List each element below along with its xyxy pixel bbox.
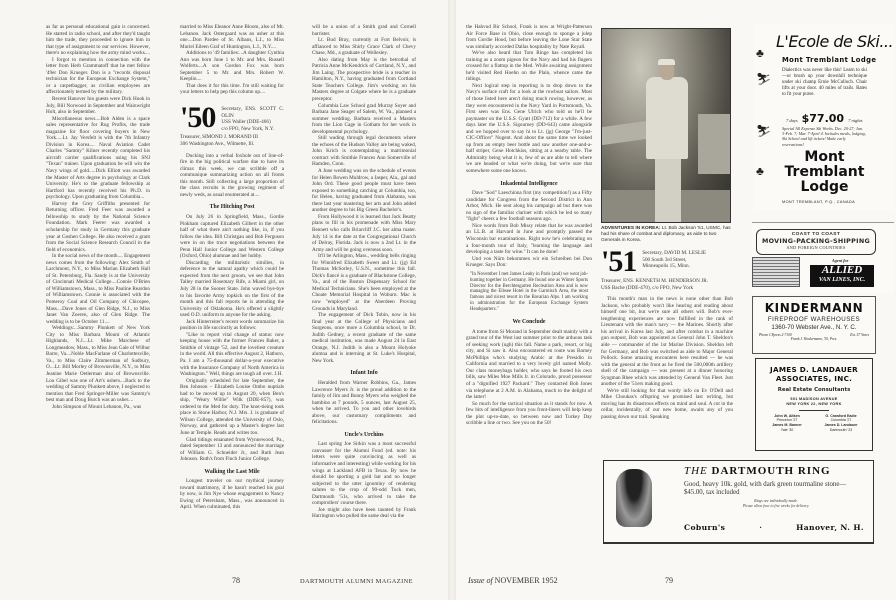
section-heading: Inkadental Intelligence <box>500 180 558 187</box>
page-number-right: 79 <box>665 576 673 585</box>
ad-body: Dialectics was never like this! Learn to ski—or brush up your downhill technique under ski champ Ernie McCulloch. Chair lifts at your door. 40 miles of trails. Rates to fit your purse. <box>782 68 867 97</box>
section-heading: Infant Info <box>350 370 378 377</box>
paragraph: Additions to '49 families:...A daughter Cynthia Ann was born June 1 to Mr. and Mrs. Russell Wolferts....A son Gordon Fox was born September 5 to Mr. and Mrs. Robert W. Keeplin.... <box>180 50 284 83</box>
paragraph: Recent Hanover Inn guests were Dick Hook in July, Bill Norwood in September and Wainwright Holt, also in September. <box>46 96 150 116</box>
issue-date: Issue of NOVEMBER 1952 <box>468 576 558 585</box>
ad-dartmouth-ring <box>603 460 874 544</box>
established: Est. 57 Years <box>850 333 869 337</box>
agent-label: Agent for <box>832 258 849 263</box>
paragraph: Lt. Bud Bray, currently at Fort Belvoir, is affianced to Miss Shirly Grace Clark of Chevy Chase, Md., a graduate of Wellesley. <box>312 37 416 57</box>
paragraph: Harvey the Grey Griffiths presented for Returning officer. Fred Feer was awarded a fellowship to study by the National Science Foundation. Mark Feerer was awarded a scholarship for study in Germany this graduate year at Goshen College. He also received a grant from the Social Science Research Council in the field of economics. <box>46 200 150 253</box>
partner: John W. Aitken Princeton '27 <box>774 413 800 422</box>
price: $77.00 <box>801 112 845 125</box>
ad-maker: Coburn's · Hanover, N. H. <box>684 523 864 532</box>
paragraph: Last spring Joe Sirkin was a most successful canvasser for the Alumni Fund (ed. note: his letters were quite convincing as well as informative and interesting) while working for his wings at Lackland AFB in Texas. By now he should be sporting a gold bar and no longer subjected to the utter ignominy of rendering salutes to the crop of 90-odd Tuck men, Dartmouth '51s, who arrived to take the comptrollers' course there. <box>312 441 417 507</box>
class-year: '50 <box>180 101 216 135</box>
paragraph: That does it for this time. I'm still waiting for your letters to help pep this column up.... <box>180 82 284 96</box>
section-heading: Walking the Last Mile <box>204 468 260 475</box>
treasurer-name: Treasurer, ENS. KENNETH M. HENDERSON JR. <box>601 278 708 284</box>
class-secretary <box>642 248 706 270</box>
paragraph: Jack Hinterreiter's recent words summarize his position in life succinctly as follows: <box>180 318 284 332</box>
ring-icon <box>616 469 652 527</box>
paragraph: Glad tidings emanated from Wynnewood, Pa., dated September 13 and announced the marriage of William G. Schneider Jr., and Ruth Jean Johnson. Ruth's from Finch Junior College. <box>180 436 284 463</box>
president: Frank J. Kindermann, '30, Pres. <box>790 337 838 341</box>
class-header-1951 <box>601 245 733 278</box>
column-5 <box>601 246 733 421</box>
paragraph: We're still looking for that wordy info on Ev O'Dell and Mike Choukas's offspring we promised last writing, but moving has its disastrous effects on mind and soul. A cot in the cellar, incidentally, of our new home, awaits any of you passing down our trail. Speaking <box>601 387 733 421</box>
column-4 <box>466 24 592 427</box>
paragraph: Columbia Law School grad Murray Soyer and Barbara Jane Seager of Salem, W. Va., planned a summer wedding. Barbara received a Masters from the Lion Cage in Gotham for her work in developmental psychology. <box>312 102 416 135</box>
paragraph: From Hollywood it is learned that Jack Beatty plans to fill in his promenade with Miss Mary Bennett who calls Briarcliff J.C. her alma mater. July 14 is the date at the Congregational Church of Delray, Florida. Jack is now a 2nd Lt. in the Army and will be going overseas soon. <box>312 213 416 253</box>
paragraph: married to Miss Eleanor Anne Bloom, also of Mt. Lebanon. Jack Ostergaard was an usher at this one....Don Pardee of St. Albans, L.I., to Miss Muriel Eileen Graf of Huntington, L.I., N.Y.... <box>180 24 284 50</box>
paragraph: This month's man in the news is none other than Bob Jackson, who probably won't like hearing and reading about himself one bit, but we're sure all others will. Bob's ever-lengthening experiences are now fulfilled in the rank of Lieutenant with the man's navy — the Marines. Shortly after his arrival in Korea last July, and after combat in a machine gun outpost, Bob was appointed as General John T. Sheldon's aide — commander of the 1st Marine Division. Sheldon left for Germany, and Bob was switched as aide to Major General Pollock. Some amazing encounters here resulted — he was with the general at the front as he fired the 500,000th artillery shell of the campaign — was present at a dinner honoring Syngman Rhee which was attended by General Van Fleet. Just another of the '51ers making good. <box>601 296 733 388</box>
secretary-address: Minneapolis 15, Minn. <box>642 263 690 270</box>
paragraph: Discarding the militaristic similies, in deference to the natural apathy which could be expected from the next groom, we see that John Talley married Rosemary Rife, a Miami girl, on July 28 in the Sooner State. John waved bye-bye to his favorite Army topkick on the first of the month and this fall reports he is attending the University of Oklahoma. He's offered a slightly used O.D. uniform to anyone for the asking. <box>180 259 284 319</box>
paragraph: Ducking into a verbal foxhole out of line-of-fire in the big political warfare due to have its climax this week, we can scribble off a communique summarizing action on all fronts this month. Still collecting a large proportion of the class recruits is the growing regiment of newly weds, as usual enumerated at.... <box>180 152 284 198</box>
ad-title: L'Ecole de Ski... <box>776 32 894 51</box>
treasurer-address: 306 Washington Ave., Wilmette, Ill. <box>180 140 255 147</box>
tree-icon: ♣ <box>756 164 764 178</box>
phone: Phone CYpress 2-7100 <box>759 333 792 337</box>
paragraph: I forgot to mention in connection with the letter from Herb Grammatoff that he met fellow '49er Don Krueger. Don is a "records disposal technician for the European Exchange System," or a carpetbagger, as civilian employees are affectionately termed by the military. <box>46 56 150 96</box>
paragraph: will be a union of a Smith grad and Cornell barrister. <box>312 24 416 37</box>
treasurer-address: USS Bache (DDE-470), c/o FPO, New York <box>601 284 694 291</box>
section-heading: The Hitching Post <box>209 204 255 211</box>
price-prefix: 7 days <box>786 118 798 123</box>
building-icon <box>752 257 800 287</box>
ad-landauer <box>755 358 873 451</box>
ad-special: Special All Expense Ski Weeks. Dec. 20-27; Jan. 3-Feb. 7; Mar. 7-April 4. Includes meals, lodging, Ski School and lift tickets! Make early reservations! <box>782 126 866 147</box>
ad-description: Good, heavy 10k. gold, with dark green tourmaline stone—$45.00, tax included <box>684 481 847 497</box>
class-secretary <box>221 104 284 132</box>
page-number-left: 78 <box>232 576 240 585</box>
class-header-1950 <box>180 101 284 135</box>
page-gutter <box>448 0 456 600</box>
paragraph: A tome from Si Morand in September dealt mainly with a grand tour of the West last summer prior to the arduous task of seeking work (ugh) this fall. Name a park, resort, or big city, and Si saw it. Also encountered en route was Barney McPhillips who's studying Arabic at the Presidio in California and married to a very lovely girl named Molly. Our class moneybags holder, who says he footed his own bills, saw Miles Moe Mills Jr. in Colorado, proud possessor of a "dignified 1927 Packard." They contacted Bob Jones via telephone at 2 A.M. in Alabama, much to the delight of the latter! <box>466 328 592 401</box>
ad-title: JAMES D. LANDAUER ASSOCIATES, INC. <box>769 365 859 383</box>
section-heading: We Conclude <box>512 319 546 326</box>
caption-lead: ADVENTURES IN KOREA: <box>601 226 661 231</box>
ad-allied-van-lines <box>752 222 894 294</box>
class-year: '51 <box>601 245 637 278</box>
paragraph: Nice words from Bob Missy relate that he was awarded an LL.B. at Harvard in June and promptly passed the Wisconsin bar examinations. Right now he's celebrating on a four-month tour of Italy, "learning the language and developing a taste for wine." It can be done! <box>466 222 592 256</box>
secretary-address: 500 South 3rd Street, <box>642 256 687 263</box>
paragraph: Next logical step in reporting is to drop down to the Navy's surface craft for a look at the rowboat sailors. Most of those listed here aren't doing much rowing, however, as they were encountered in the Navy Yard in Portsmouth, Va. First seen was Ens. Gene Ulrich who told us he'll be paymaster on the U.S.S. Gyatt (DD-712) for a while. A few days later the U.S.S. Sigourney (DD-643) came alongside and we hopped over to say hi to Lt. (jg) George "I'm-just-CIC-Officer" Nugent. And about the same time we looked up from an empty beer bottle and saw another one-and-a-half striper, Gene Hotchkiss, sitting at a nearby table. The Admiralty being what it is, few of us are able to tell where we are headed or what we're doing, but we're sure that somewhere some one knows. <box>466 82 592 175</box>
column-1 <box>46 24 150 410</box>
ad-title: KINDERMANN <box>764 301 864 315</box>
partner: James M. Banner Yale '30 <box>772 423 802 432</box>
paragraph: We've also heard that Tom Ringe has completed his training as a zoom pigeon for the Navy and had his fingers crossed for a flattop in the Med. While awaiting assignment he'd visited Red Hoehn on the Plain, whence came the tidings. <box>466 50 592 83</box>
treasurer-name: Treasurer, SIMOND J. MORAND III <box>180 134 258 141</box>
secretary-name: Secretary, ENS. SCOTT C. OLIN <box>221 106 284 119</box>
skier-icon: ⛷ <box>756 72 772 86</box>
paragraph: It'll be Arlington, Mass., wedding bells ringing for Winnifred Elizabeth Sweet and Lt. (jg) Ed Thomas McSorley, U.S.N., sometime this fall. Dick's fiancé is a graduate of Blackstone College, Va., and of the Boston Dispensary School for Medical Technicians. She's been employed at the Choate Memorial Hospital in Woburn. Mac is now "employed" at the Aberdeen Proving Grounds in Maryland. <box>312 253 416 312</box>
paragraph: Weddings:...Sammy Plunkett of New York City to Miss Barbara Mount of Atlantic Highlands, N.J....Lt. Mike Marchese of Longmeadow, Mass., to Miss Jean Gale of Wilbur Barre, Va....Noble MacFarlane of Charlottesville, Va., to Miss Claire Zimmerman of Sudbury, O....Lt. Bill Morley of Brownsville, N.Y., to Miss Jeanine Marie Oetlerman also of Brownsville. Lou Gibel was one of Art's ushers....Back to the wedding of Sammy Plunkett above, I neglected to mention that Fred Springer-Miller was Sammy's best man and Doug Burch was an usher.... <box>46 325 150 404</box>
paragraph: A June wedding was on the schedule of events for Helen Bowen Muldrow, a Jasper, Ala., gal and John Ord. These good people must have been exposed to something catching at Columbia, too, for Helen, having graduated from Alabama, was there last year mastering her arts and John added another degree to his Big Green Bachelor's. <box>312 168 416 214</box>
paragraph: Und von Nürn bekommen wir ein Schreiben bei Don Krueger. Says Don: <box>466 255 592 269</box>
paragraph: John Simpson of Mount Lebanon, Pa., was <box>52 403 142 410</box>
magazine-name: DARTMOUTH ALUMNI MAGAZINE <box>300 578 413 585</box>
photo-bob-jackson <box>601 28 731 223</box>
paragraph: Still wading through legal documents where the echoes of the Hudson Valley are being waked, John Krich is contemplating a matrimonial contract with Smithie Frances Ann Somerville of Hamden, Conn. <box>312 135 416 168</box>
paragraph: Heralded from Warner Robbins, Ga., James Lawrence Myers Jr. is the proud addition to the family of Jim and Bunny Myers who weighed the bambino at 7 pounds, 5 ounces, last August 25, when he arrived. To you and other lovebirds above, our customary compliments and felicitations. <box>312 379 416 426</box>
ad-mont-tremblant <box>754 24 894 210</box>
photo-caption <box>601 226 733 244</box>
paragraph: The engagement of Dick Tobin, now in his final year at the College of Physicians and Surgeons, once more a Columbia school, to Dr. Judith Gedney, a recent graduate of the same medical institution, was made August 24 in East Orange, N.J. Judith is also a Mount Holyoke alumna and is interning at St. Luke's Hospital, New York. <box>312 312 416 364</box>
ad-headline-box: COAST TO COAST MOVING-PACKING-SHIPPING AND FOREIGN COUNTRIES <box>756 229 876 255</box>
paragraph: Longest traveler on our mythical journey toward matrimony, if he hasn't reached his goal by now, is Jim Nye whose engagement to Nancy Ewing of Petersham, Mass., was announced in April. When culminated, this <box>180 478 284 511</box>
ad-subtitle: Mont Tremblant Lodge <box>782 56 877 64</box>
divider <box>799 410 829 411</box>
paragraph: as far as personal educational gain is concerned. He started in radio school, and after they'd taught him the trade, they proceeded to ignore him in that type of assignment to our services. However, there's no explaining how the army mind works.... <box>46 24 150 57</box>
paragraph: Joe might also have been taunted by Frank Harrington who pulled the same deal via the <box>312 506 416 520</box>
ad-tagline: Real Estate Consultants <box>777 387 851 393</box>
tree-icon: ♣ <box>756 46 764 60</box>
price-suffix: 7 nights <box>848 118 863 123</box>
paragraph: Miscellaneous news....Bob Alden is a space sales representative for Rug Profits, the trade magazine for floor covering buyers in New York.....Lt. Jay Versfelt is with the 7th Infantry Division in Korea.... Naval Aviation Cadet Charles "Sammy" Kilner recently completed his aircraft carrier qualifications using his SNJ "Texan" trainer. Upon graduation he will win the Navy wings of gold.....Dick Elliott was awarded the Master of Arts degree in psychology at Clark University. He's to the graduate fellowship at Hartford has recently received his Ph.D. in psychology. Upon graduating from Columbia... <box>46 115 150 201</box>
section-heading: Uncle's Urchins <box>344 431 384 438</box>
paragraph: the Hahvud Bir School, Frank is now at Wright-Patterson Air Force Base in Ohio, close enough to sponge a julep from Gordie Hood, but before leaving the Lone Star State was similarly accorded Dallas hospitality by Nate Royall. <box>466 24 592 50</box>
secretary-address: USS Waller (DDE-466) <box>221 119 271 126</box>
partner: G. Crawford Eadie Columbia '27 <box>825 413 857 422</box>
skier-icon: ⛷ <box>756 124 772 138</box>
ad-note: Rings are individually made. Please allow four to five weeks for delivery. <box>742 499 810 508</box>
class-treasurer <box>180 134 284 147</box>
paragraph: In the social news of the month.... Engagement news comes from the following: Alex Smith of Larchmont, N.Y., to Miss Marian Elizabeth Hall of St. Petersburg, Fla. Sandy is at the University of Cincinnati Medical College....Connie O'Brien of Williamstown, Mass., to Miss Pauline Reardon of Williamstown. Connie is associated with the Pomeroy Coal and Oil Company of Chicopee, Mass....Dave Jones of Glen Ridge, N.J., to Miss Janet Van Zoeren, also of Glen Ridge. The wedding is to be October 11.... <box>46 253 150 325</box>
column-3 <box>312 24 416 520</box>
partners-list <box>756 414 872 434</box>
paragraph: Also dating from May is the betrothal of Patricia Anne McKendrick of Cortland, N.Y., and Jim Laing. The prospective bride is a teacher in Hamilton, N.Y., having graduated from Cortland State Teachers College. Jim's working on his Masters degree at Colgate where he is a graduate preceptor. <box>312 56 416 103</box>
caption-text: Lt. Bob Jackson '51, USMC, has had his share of combat and diplomacy, as aide to two Generals in Korea. <box>601 226 731 243</box>
ad-subtitle: FIREPROOF WAREHOUSES <box>767 316 861 323</box>
ad-title: THE DARTMOUTH RING <box>684 465 831 477</box>
ad-address: MONT TREMBLANT, P.Q., CANADA <box>782 200 856 204</box>
partner: James D. Landauer Dartmouth '23 <box>824 423 858 432</box>
secretary-address: c/o FPO, New York, N.Y. <box>221 125 275 132</box>
ad-address: 1360-70 Webster Ave., N. Y. C. <box>771 324 857 331</box>
secretary-name: Secretary, DAVID M. LESLIE <box>642 250 707 256</box>
paragraph: So much for the tactical situation as it stands for now. A few bits of intelligence from you front-liners will help keep the plot up-to-date, so between now and Turkey Day scribble a line or two. See you on the 50! <box>466 400 592 427</box>
ad-brand: Mont Tremblant Lodge <box>784 149 865 195</box>
paragraph: On July 26 in Springfield, Mass., Gordie Pinkham captured Elizabeth Gilbert in the other half of what there ain't nothing like, in, if you follow the idea. Bill Christgau and Bob Ferguson were in on the truce negotiations between the Penn Hall Junior College and Western College (Oxford, Ohio) alumnae and her hubby. <box>180 213 284 260</box>
price-row <box>786 112 862 125</box>
quote-block: "In November I met James Leahy in Paris (and) we went job-hunting together in Germany. He found one as Winter Sports Director for the Berchtesgarten Recreation Area and is now managing the Eibsee Hotel in the Garmisch Area, the most famous and nicest resort in the Bavarian Alps. I am working in administration for the European Exchange System Headquarters." <box>470 271 588 313</box>
class-treasurer <box>601 278 733 291</box>
paragraph: Originally scheduled for late September, the Ben Johnson – Elizabeth Louise Ombo nuptials had to be moved up to August 20, when Ben's ship, "Weary Willie" Wilk (DDE-857), was ordered to the Med for duty. The knot-tieing took place in Stone Harbor, N.J. Mrs. J. is graduate of Wilson College, attended the University of Oslo, Norway, and gathered up a Master's degree last June at Temple. Reads and writes too. <box>180 377 284 436</box>
ad-kindermann <box>752 296 876 354</box>
paragraph: "Like to report vital change of status: now keeping house with the former Frances Baker, a Smithie of vintage '52, and the loveliest creature in the world. All this effective August 2, Hatboro, Pa. I am a 75-thousand dollar-a-year executive with the Insurance Company of North America in Washington." Well, things are tough all over. J.H. <box>180 331 284 378</box>
column-2 <box>180 24 284 511</box>
allied-logo: ALLIED VAN LINES, INC. <box>810 265 874 287</box>
paragraph: Dave "Sod" Laeschinna first (my competition!) as a Fifty candidate for Congress from the Second District in Ann Arbor, Mich. He sent along his campaign ad but there was no sign of the familiar clarinet with which he led so many "fight" cheers a few football seasons ago. <box>466 190 592 223</box>
ad-address: 501 MADISON AVENUE NEW YORK 22, NEW YORK <box>786 397 842 406</box>
